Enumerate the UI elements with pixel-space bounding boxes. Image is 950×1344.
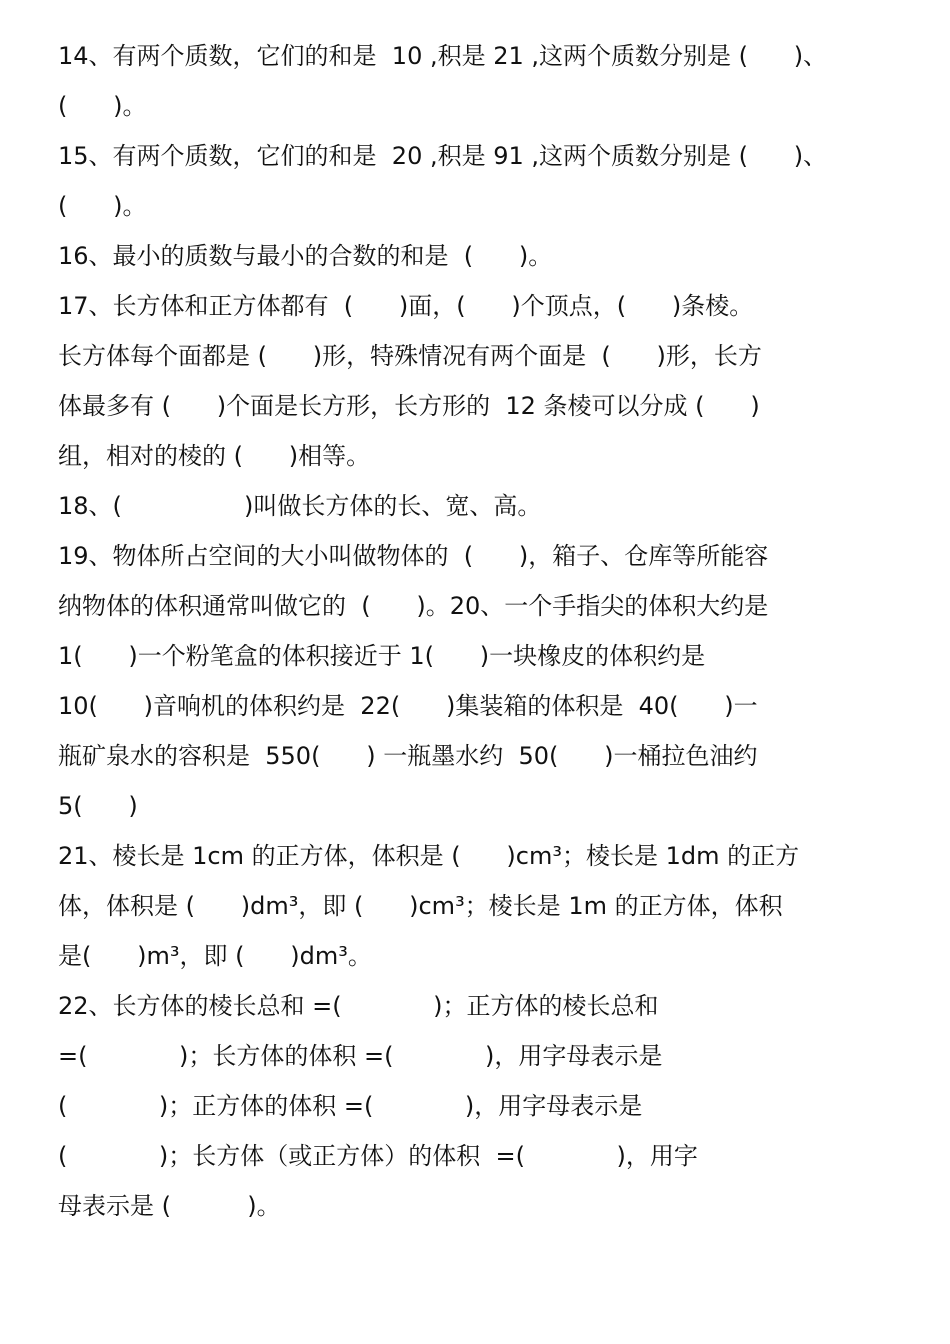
question-22-line-4: ( )；长方体（或正方体）的体积 =( )，用字 [58, 1142, 698, 1170]
question-17-line-1: 17、长方体和正方体都有 ( )面，( )个顶点，( )条棱。 [58, 292, 754, 320]
question-21-line-3: 是( )m³，即 ( )dm³。 [58, 942, 372, 970]
question-20-line-4: 瓶矿泉水的容积是 550( ) 一瓶墨水约 50( )一桶拉色油约 [58, 742, 758, 770]
question-18-line: 18、( )叫做长方体的长、宽、高。 [58, 492, 542, 520]
question-22-line-2: =( )；长方体的体积 =( )，用字母表示是 [58, 1042, 663, 1070]
question-20-line-2: 1( )一个粉笔盒的体积接近于 1( )一块橡皮的体积约是 [58, 642, 706, 670]
question-22-line-3: ( )；正方体的体积 =( )，用字母表示是 [58, 1092, 643, 1120]
question-17-line-3: 体最多有 ( )个面是长方形，长方形的 12 条棱可以分成 ( ) [58, 392, 760, 420]
question-22-line-5: 母表示是 ( )。 [58, 1192, 281, 1220]
question-17-line-2: 长方体每个面都是 ( )形，特殊情况有两个面是 ( )形，长方 [58, 342, 762, 370]
question-21-line-1: 21、棱长是 1cm 的正方体，体积是 ( )cm³；棱长是 1dm 的正方 [58, 842, 800, 870]
question-22-line-1: 22、长方体的棱长总和 =( )；正方体的棱长总和 [58, 992, 659, 1020]
question-17-line-4: 组，相对的棱的 ( )相等。 [58, 442, 371, 470]
question-19-line-1: 19、物体所占空间的大小叫做物体的 ( )，箱子、仓库等所能容 [58, 542, 769, 570]
question-15-line-2: ( )。 [58, 192, 147, 220]
question-19-20-line: 纳物体的体积通常叫做它的 ( )。20、一个手指尖的体积大约是 [58, 592, 769, 620]
question-20-line-3: 10( )音响机的体积约是 22( )集装箱的体积是 40( )一 [58, 692, 758, 720]
question-20-line-5: 5( ) [58, 792, 138, 820]
question-14-line-1: 14、有两个质数，它们的和是 10 ,积是 21 ,这两个质数分别是 ( )、 [58, 42, 828, 70]
question-21-line-2: 体，体积是 ( )dm³，即 ( )cm³；棱长是 1m 的正方体，体积 [58, 892, 783, 920]
question-14-line-2: ( )。 [58, 92, 147, 120]
question-16-line: 16、最小的质数与最小的合数的和是 ( )。 [58, 242, 553, 270]
question-15-line-1: 15、有两个质数，它们的和是 20 ,积是 91 ,这两个质数分别是 ( )、 [58, 142, 828, 170]
